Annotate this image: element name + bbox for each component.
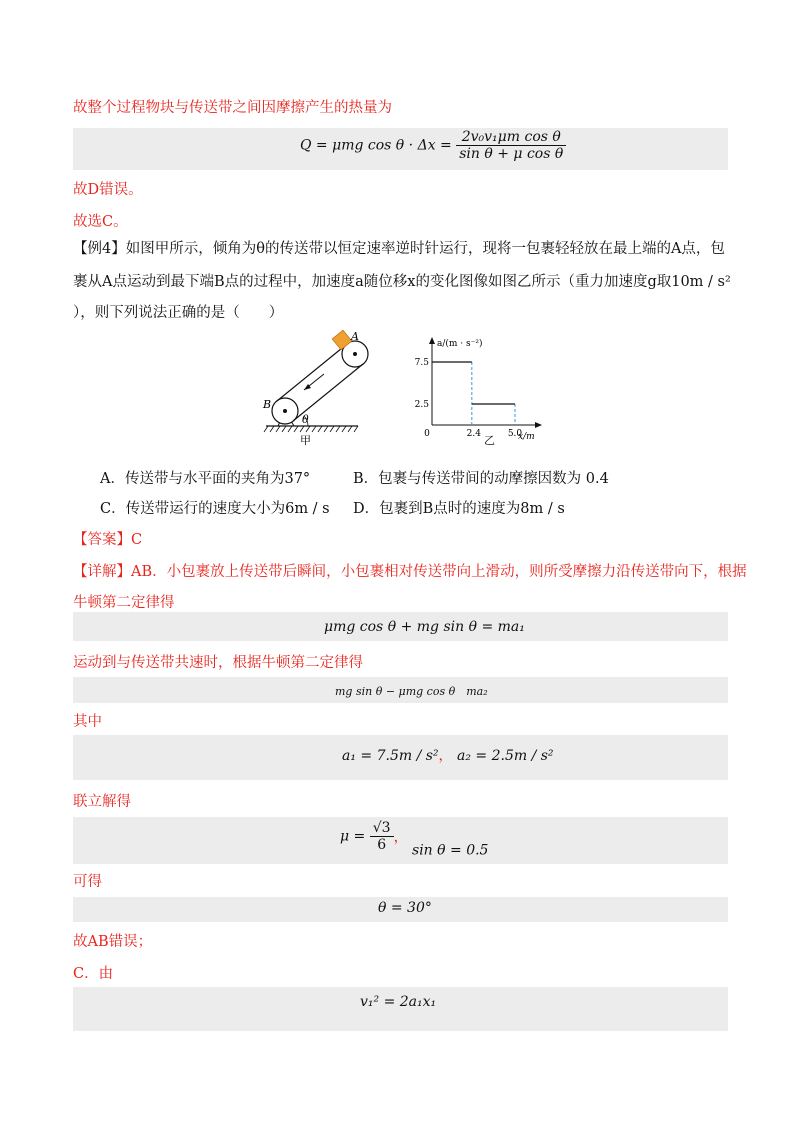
label-b: B	[263, 398, 272, 411]
answer: 【答案】C	[73, 532, 143, 548]
caption-yi: 乙	[484, 434, 495, 447]
option-d: D．包裹到B点时的速度为8m / s	[353, 501, 565, 517]
y-axis-label: a/(m · s⁻²)	[437, 339, 483, 349]
roller-top-axle	[353, 352, 357, 356]
formula-2: mg sin θ − μmg cos θ ma₂	[335, 685, 488, 698]
tick-label-y-2.5: 2.5	[414, 400, 429, 410]
formula-3	[342, 745, 554, 765]
x-axis-arrow-icon	[535, 422, 542, 428]
roller-bottom-axle	[283, 409, 287, 413]
example-text-1: 如图甲所示，倾角为θ的传送带以恒定速率逆时针运行，现将一包裹轻轻放在最上端的A点，包	[125, 241, 725, 257]
formula-4-lhs: μ =	[340, 828, 366, 845]
tick-label-x-5.0: 5.0	[507, 429, 523, 439]
detail-line-5: 联立解得	[73, 794, 131, 810]
d-wrong: 故D错误。	[73, 182, 143, 198]
heat-intro: 故整个过程物块与传送带之间因摩擦产生的热量为	[73, 100, 392, 116]
figure-jia	[258, 328, 378, 448]
caption-jia: 甲	[300, 434, 311, 447]
label-theta: θ	[302, 413, 309, 426]
formula-4-fraction	[370, 820, 394, 853]
detail-line-4: 其中	[73, 714, 102, 730]
formula-3-a2: a₂ = 2.5m / s²	[457, 748, 554, 764]
heat-formula-fraction	[456, 129, 566, 162]
formula-4-separator: ，	[393, 829, 408, 846]
detail-line-3: 运动到与传送带共速时，根据牛顿第二定律得	[73, 655, 363, 671]
example-line-2: 裹从A点运动到最下端B点的过程中，加速度a随位移x的变化图像如图乙所示（重力加速度g取10m / s²	[73, 274, 731, 290]
formula-4	[340, 820, 488, 859]
option-c: C．传送带运行的速度大小为6m / s	[100, 501, 330, 517]
heat-formula-lhs: Q = μmg cos θ · Δx =	[300, 137, 452, 154]
detail-line-2: 牛顿第二定律得	[73, 595, 175, 611]
formula-4-num: √3	[370, 820, 394, 837]
heat-formula-den: sin θ + μ cos θ	[459, 146, 564, 162]
detail-line-1: 【详解】AB．小包裹放上传送带后瞬间，小包裹相对传送带向上滑动，则所受摩擦力沿传送带向下，根据	[73, 564, 747, 580]
tick-label-x-2.4: 2.4	[466, 429, 482, 439]
formula-3-separator: ，	[438, 748, 453, 764]
figure-yi-chart	[410, 333, 560, 448]
example-line-3: ），则下列说法正确的是（ ）	[73, 305, 284, 321]
tick-label-y-7.5: 7.5	[414, 358, 429, 368]
belt-top	[277, 344, 347, 401]
heat-formula	[300, 129, 566, 162]
y-axis-arrow-icon	[429, 337, 435, 344]
detail-line-7: 故AB错误；	[73, 934, 153, 950]
formula-3-a1: a₁ = 7.5m / s²	[342, 748, 439, 764]
formula-4-rhs: sin θ = 0.5	[412, 842, 489, 859]
example-tag: 【例4】	[73, 241, 126, 257]
formula-5: θ = 30°	[378, 900, 432, 916]
option-b: B．包裹与传送带间的动摩擦因数为 0.4	[353, 471, 609, 487]
tick-label-x-0: 0	[424, 429, 430, 439]
option-a: A．传送带与水平面的夹角为37°	[100, 471, 311, 487]
formula-4-den: 6	[377, 837, 387, 853]
ground-hatch	[264, 426, 358, 432]
heat-formula-num: 2v₀v₁μm cos θ	[456, 129, 566, 146]
example-line-1	[73, 239, 725, 259]
label-a: A	[351, 330, 359, 343]
formula-1: μmg cos θ + mg sin θ = ma₁	[324, 619, 525, 635]
detail-line-8: C．由	[73, 966, 114, 982]
choose-c: 故选C。	[73, 214, 128, 230]
detail-line-6: 可得	[73, 874, 102, 890]
formula-6: v₁² = 2a₁x₁	[360, 994, 437, 1010]
x-axis-label: x/m	[518, 432, 535, 442]
